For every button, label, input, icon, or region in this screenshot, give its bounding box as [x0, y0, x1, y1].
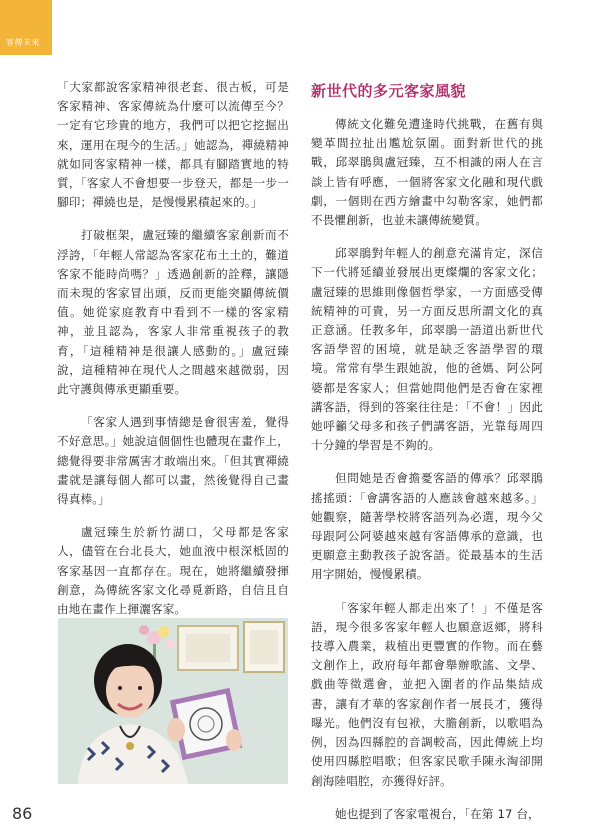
body-paragraph: 「客家人遇到事情總是會很害羞，覺得不好意思。」她說這個個性也體現在畫作上，總覺得要非常厲害才敢端出來。「但其實禪繞畫就是讓每個人都可以畫，然後覺得自己畫得真棒。」 — [57, 415, 289, 507]
body-paragraph: 但問她是否會擔憂客語的傳承？邱翠鵑搖搖頭：「會講客語的人應該會越來越多。」她觀察，隨著學校將客語列為必選，現今父母跟阿公阿婆越來越有客語傳承的意識，也更願意主動教孩子說客語。從最基本的生活用字開始，慢慢累積。 — [311, 471, 543, 582]
body-paragraph: 傳統文化難免遭逢時代挑戰，在舊有與變革間拉扯出尷尬氛圍。面對新世代的挑戰，邱翠鵑與盧冠臻，互不相識的兩人在言談上皆有呼應，一個將客家文化融和現代戲劇，一個則在西方繪畫中勾勒客家，她們都不畏懼創新，也並未讓傳統變質。 — [311, 117, 543, 228]
section-tab-label: 客傳未來 — [6, 38, 40, 47]
section-tab — [0, 0, 52, 55]
right-column — [311, 81, 543, 838]
section-heading: 新世代的多元客家風貌 — [311, 82, 467, 100]
portrait-photo — [58, 618, 288, 784]
left-column — [57, 78, 289, 633]
body-paragraph: 她也提到了客家電視台，「在第 17 台， — [335, 806, 540, 821]
portrait-illustration — [58, 618, 288, 784]
body-paragraph: 盧冠臻生於新竹湖口，父母都是客家人，儘管在台北長大，她血液中根深柢固的客家基因一直都存在。現在，她將繼續發揮創意，為傳統客家文化尋覓新路，自信且自由地在畫作上揮灑客家。 — [57, 525, 289, 617]
body-paragraph: 邱翠鵑對年輕人的創意充滿肯定，深信下一代將延續並發展出更燦爛的客家文化；盧冠臻的思維則像個哲學家，一方面感受傳統精神的可貴，另一方面反思所謂文化的真正意涵。任教多年，邱翠鵑一語道出新世代客語學習的困境，就是缺乏客語學習的環境。常常有學生跟她說，他的爸媽、阿公阿婆都是客家人；但當她問他們是否會在家裡講客語，得到的答案往往是：「不會！」因此她呼籲父母多和孩子們講客語，光靠每周四十分鐘的學習是不夠的。 — [311, 246, 543, 453]
page-number: 86 — [12, 804, 33, 823]
body-paragraph: 「客家年輕人都走出來了！」不僅是客語，現今很多客家年輕人也願意返鄉，將科技導入農業，栽植出更豐實的作物。而在藝文創作上，政府每年都會舉辦歌謠、文學、戲曲等徵選會，並把入圍者的作品集結成書，讓有才華的客家創作者一展長才，獲得曝光。他們沒有包袱，大膽創新，以歌唱為例，因為四縣腔的音調較高，因此傳統上均使用四縣腔唱歌；但客家民歌手陳永淘卻開創海陸唱腔，亦獲得好評。 — [311, 600, 543, 788]
body-paragraph: 「大家都說客家精神很老套、很古板，可是客家精神、客家傳統為什麼可以流傳至今？一定有它珍貴的地方，我們可以把它挖掘出來，運用在現今的生活。」她認為，禪繞精神就如同客家精神一樣，都具有腳踏實地的特質，「客家人不會想要一步登天，都是一步一腳印；禪繞也是，是慢慢累積起來的。」 — [57, 80, 289, 210]
body-paragraph: 打破框架，盧冠臻的繼續客家創新而不浮誇，「年輕人常認為客家花布土土的，難道客家不能時尚嗎？」透過創新的詮釋，讓隱而未現的客家冒出頭，反而更能突顯傳統價值。她從家庭教育中看到不一樣的客家精神，並且認為，客家人非常重視孩子的教育，「這種精神是很讓人感動的。」盧冠臻說，這種精神在現代人之間越來越微弱，因此守護與傳承更顯重要。 — [57, 228, 289, 397]
